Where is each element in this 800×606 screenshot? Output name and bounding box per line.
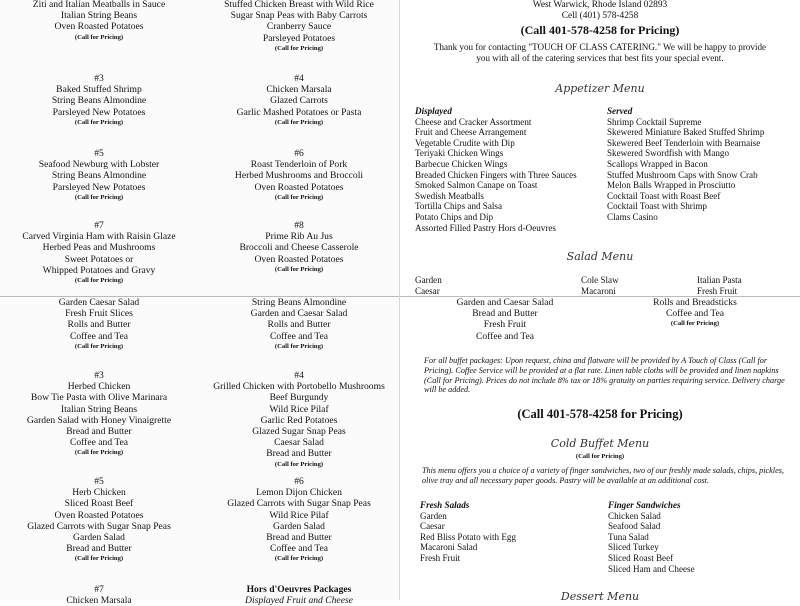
call-for-pricing: (Call for Pricing) — [274, 555, 324, 563]
menu-block — [204, 148, 394, 202]
finger-sandwich-item: Seafood Salad — [608, 521, 661, 532]
menu-number: #7 — [94, 584, 104, 595]
menu-line: Wild Rice Pilaf — [269, 403, 329, 415]
menu-line: Garden and Caesar Salad — [456, 297, 554, 308]
menu-line: Sugar Snap Peas with Baby Carrots — [230, 10, 368, 22]
served-appetizers — [607, 106, 764, 223]
menu-line: Fresh Fruit — [483, 319, 527, 331]
displayed-item: Barbecue Chicken Wings — [415, 158, 508, 169]
call-for-pricing: (Call for Pricing) — [74, 342, 124, 350]
fresh-salad-item: Caesar — [420, 521, 445, 532]
displayed-item: Cheese and Cracker Assortment — [415, 116, 532, 127]
intro-line-2: you with all of the catering services that best fits your special event. — [476, 53, 724, 63]
menu-line: Baked Stuffed Shrimp — [56, 84, 142, 96]
menu-line: Bread and Butter — [266, 532, 332, 544]
pricing-call-header: (Call 401-578-4258 for Pricing) — [520, 23, 680, 37]
menu-line: Herbed Chicken — [67, 381, 131, 393]
menu-line: Bread and Butter — [66, 543, 132, 555]
menu-line: String Beans Almondine — [51, 95, 147, 107]
menu-line: Italian String Beans — [60, 10, 138, 22]
menu-number: #4 — [294, 73, 304, 84]
menu-line: Oven Roasted Potatoes — [254, 181, 344, 193]
menu-number: #4 — [294, 370, 304, 381]
menu-line: String Beans Almondine — [51, 170, 147, 182]
call-for-pricing: (Call for Pricing) — [274, 265, 324, 273]
menu-line: Garden Salad — [73, 532, 125, 544]
overlap-column-2 — [600, 297, 790, 328]
menu-number: #5 — [94, 148, 104, 159]
paste-seam — [0, 296, 400, 297]
menu-line: Garlic Red Potatoes — [260, 414, 338, 426]
salad-menu-title: Salad Menu — [566, 250, 634, 263]
menu-line: Glazed Carrots — [270, 95, 328, 107]
menu-line: Oven Roasted Potatoes — [54, 21, 144, 33]
salad-item: Macaroni — [581, 285, 616, 296]
menu-number: #6 — [294, 148, 304, 159]
cell-line: Cell (401) 578-4258 — [561, 11, 639, 21]
menu-number: #6 — [294, 476, 304, 487]
menu-block — [204, 370, 394, 469]
menu-block — [4, 73, 194, 127]
salad-item: Garden — [415, 275, 442, 285]
cold-call-pricing: (Call for Pricing) — [575, 453, 625, 460]
fresh-salad-item: Red Bliss Potato with Egg — [420, 531, 516, 542]
served-item: Skewered Beef Tenderloin with Bearnaise — [607, 137, 761, 148]
menu-block — [204, 297, 394, 351]
menu-line: Broccoli and Cheese Casserole — [239, 242, 359, 254]
menu-line: Coffee and Tea — [269, 543, 329, 555]
overlap-column-1 — [405, 297, 605, 342]
menu-line: Wild Rice Pilaf — [269, 509, 329, 521]
menu-line: Prime Rib Au Jus — [265, 231, 333, 243]
served-item: Stuffed Mushroom Caps with Snow Crab — [607, 169, 758, 180]
call-for-pricing: (Call for Pricing) — [74, 449, 124, 457]
hors-doeuvres-line: Displayed Fruit and Cheese — [245, 595, 353, 606]
fresh-salads-list — [420, 500, 516, 564]
finger-sandwiches-list — [608, 500, 695, 574]
menu-line: Bread and Butter — [266, 448, 332, 460]
menu-line: Glazed Carrots with Sugar Snap Peas — [227, 498, 371, 510]
menu-line: Garden and Caesar Salad — [250, 308, 348, 320]
menu-line: Whipped Potatoes and Gravy — [42, 264, 156, 276]
menu-line: Glazed Sugar Snap Peas — [252, 426, 346, 438]
menu-block — [4, 370, 194, 457]
menu-line: Bread and Butter — [472, 308, 538, 320]
served-item: Clams Casino — [607, 211, 658, 222]
salad-item: Caesar — [415, 285, 440, 296]
right-menu-page — [400, 0, 800, 603]
served-item: Skewered Miniature Baked Stuffed Shrimp — [607, 127, 765, 138]
menu-line: Lemon Dijon Chicken — [256, 487, 342, 499]
menu-line: Chicken Marsala — [66, 595, 132, 606]
appetizer-menu-title: Appetizer Menu — [555, 82, 645, 95]
cold-buffet-description: This menu offers you a choice of a variety of finger sandwiches, two of our freshly made salads, chips, pickles, olive tray and all necessary paper goods. Pastry will be available at an additional cost. — [422, 466, 784, 485]
menu-line: Coffee and Tea — [665, 308, 725, 320]
menu-7-partial — [4, 584, 194, 606]
finger-sandwiches-heading: Finger Sandwiches — [608, 500, 681, 510]
call-for-pricing: (Call for Pricing) — [74, 555, 124, 563]
menu-block — [4, 476, 194, 563]
menu-number: #7 — [94, 220, 104, 231]
hors-doeuvres-title: Hors d'Oeuvres Packages — [246, 584, 352, 595]
menu-number: #8 — [294, 220, 304, 231]
served-item: Scallops Wrapped in Bacon — [607, 158, 708, 169]
displayed-item: Breaded Chicken Fingers with Three Sauces — [415, 169, 577, 180]
menu-line: Cranberry Sauce — [266, 21, 332, 33]
displayed-item: Assorted Filled Pastry Hors d-Oeuvres — [415, 222, 556, 233]
call-for-pricing: (Call for Pricing) — [74, 118, 124, 126]
menu-block — [4, 297, 194, 351]
fresh-salad-item: Macaroni Salad — [420, 542, 478, 553]
menu-line: Garden Salad — [273, 520, 325, 532]
menu-number: #5 — [94, 476, 104, 487]
call-for-pricing: (Call for Pricing) — [74, 33, 124, 41]
fresh-salad-item: Garden — [420, 510, 447, 521]
served-item: Melon Balls Wrapped in Prosciutto — [607, 180, 736, 191]
menu-line: Rolls and Breadsticks — [653, 297, 737, 308]
call-for-pricing: (Call for Pricing) — [274, 44, 324, 52]
menu-line: Parsleyed Potatoes — [262, 32, 336, 44]
salad-item: Fresh Fruit — [697, 285, 738, 296]
menu-line: Garden Caesar Salad — [58, 297, 140, 308]
menu-line: Sweet Potatoes or — [64, 253, 134, 265]
address-line: West Warwick, Rhode Island 02893 — [532, 0, 668, 10]
menu-line: Stuffed Chicken Breast with Wild Rice — [224, 0, 374, 10]
fresh-salad-item: Fresh Fruit — [420, 552, 461, 563]
displayed-item: Teriyaki Chicken Wings — [415, 148, 504, 159]
menu-block — [4, 0, 194, 42]
menu-line: String Beans Almondine — [251, 297, 347, 308]
menu-line: Carved Virginia Ham with Raisin Glaze — [22, 231, 176, 243]
menu-line: Italian String Beans — [60, 403, 138, 415]
served-item: Shrimp Cocktail Supreme — [607, 116, 702, 127]
call-for-pricing: (Call for Pricing) — [274, 460, 324, 468]
call-for-pricing: (Call for Pricing) — [274, 193, 324, 201]
cold-buffet-title: Cold Buffet Menu — [550, 437, 650, 450]
menu-line: Garden Salad with Honey Vinaigrette — [26, 414, 172, 426]
finger-sandwich-item: Sliced Ham and Cheese — [608, 563, 695, 574]
menu-line: Rolls and Butter — [67, 319, 131, 331]
menu-line: Herbed Peas and Mushrooms — [42, 242, 156, 254]
menu-line: Garlic Mashed Potatoes or Pasta — [236, 106, 362, 118]
menu-line: Oven Roasted Potatoes — [54, 509, 144, 521]
finger-sandwich-item: Sliced Turkey — [608, 542, 659, 553]
menu-line: Coffee and Tea — [69, 437, 129, 449]
menu-line: Rolls and Butter — [267, 319, 331, 331]
finger-sandwich-item: Sliced Roast Beef — [608, 552, 674, 563]
menu-block — [4, 148, 194, 202]
finger-sandwich-item: Tuna Salad — [608, 531, 649, 542]
served-item: Cocktail Toast with Roast Beef — [607, 190, 721, 201]
menu-line: Caesar Salad — [274, 437, 324, 449]
served-heading: Served — [607, 106, 633, 116]
menu-line: Bread and Butter — [66, 426, 132, 438]
menu-number: #3 — [94, 73, 104, 84]
salad-item: Cole Slaw — [581, 275, 619, 285]
salad-column-2 — [581, 275, 619, 296]
displayed-item: Swedish Meatballs — [415, 190, 484, 201]
dessert-menu-title: Dessert Menu — [560, 590, 640, 603]
fresh-salads-heading: Fresh Salads — [420, 500, 470, 510]
displayed-item: Fruit and Cheese Arrangement — [415, 127, 527, 138]
menu-block — [204, 0, 394, 53]
buffet-note: For all buffet packages: Upon request, china and flatware will be provided by A Touch of Class (Call for Pricing). Coffee Service will be provided at a flat rate. Linen table cloths will be provided and linen napkins (Call for Pricing). Prices do not include 8% tax or 18% gratuity on parties requiring service. Delivery charge will be added. — [424, 356, 785, 395]
hors-doeuvres-partial — [204, 584, 394, 606]
menu-line: Seafood Newburg with Lobster — [38, 159, 160, 171]
menu-line: Beef Burgundy — [269, 392, 329, 404]
salad-item: Italian Pasta — [697, 275, 742, 285]
displayed-item: Tortilla Chips and Salsa — [415, 201, 503, 212]
menu-block — [204, 220, 394, 274]
menu-line: Herbed Mushrooms and Broccoli — [234, 170, 364, 182]
menu-line: Chicken Marsala — [266, 84, 332, 96]
call-for-pricing: (Call for Pricing) — [670, 320, 720, 328]
served-item: Cocktail Toast with Shrimp — [607, 201, 707, 212]
call-for-pricing: (Call for Pricing) — [74, 193, 124, 201]
menu-line: Coffee and Tea — [475, 330, 535, 342]
menu-line: Bow Tie Pasta with Olive Marinara — [30, 392, 168, 404]
displayed-item: Potato Chips and Dip — [415, 211, 494, 222]
displayed-item: Smoked Salmon Canape on Toast — [415, 180, 538, 191]
menu-line: Grilled Chicken with Portobello Mushrooms — [213, 381, 385, 393]
call-for-pricing: (Call for Pricing) — [74, 277, 124, 285]
displayed-heading: Displayed — [415, 106, 452, 116]
menu-line: Oven Roasted Potatoes — [254, 253, 344, 265]
menu-line: Ziti and Italian Meatballs in Sauce — [32, 0, 166, 10]
menu-line: Parsleyed New Potatoes — [52, 181, 146, 193]
served-item: Skewered Swordfish with Mango — [607, 148, 729, 159]
pricing-call-header-2: (Call 401-578-4258 for Pricing) — [517, 407, 683, 421]
menu-block — [4, 220, 194, 285]
intro-line-1: Thank you for contacting "TOUCH OF CLASS CATERING." We will be happy to provide — [433, 42, 767, 52]
menu-block — [204, 73, 394, 127]
finger-sandwich-item: Chicken Salad — [608, 510, 661, 521]
call-for-pricing: (Call for Pricing) — [274, 342, 324, 350]
menu-line: Herb Chicken — [72, 487, 126, 499]
menu-number: #3 — [94, 370, 104, 381]
salad-column-1 — [415, 275, 442, 296]
displayed-appetizers — [415, 106, 577, 233]
menu-line: Roast Tenderloin of Pork — [250, 159, 348, 171]
displayed-item: Vegetable Crudite with Dip — [415, 137, 515, 148]
menu-block — [204, 476, 394, 563]
menu-line: Glazed Carrots with Sugar Snap Peas — [27, 520, 171, 532]
call-for-pricing: (Call for Pricing) — [274, 118, 324, 126]
menu-line: Coffee and Tea — [69, 330, 129, 342]
menu-line: Sliced Roast Beef — [64, 498, 134, 510]
salad-column-3 — [697, 275, 742, 296]
menu-line: Coffee and Tea — [269, 330, 329, 342]
menu-line: Parsleyed New Potatoes — [52, 106, 146, 118]
menu-line: Fresh Fruit Slices — [65, 308, 133, 320]
